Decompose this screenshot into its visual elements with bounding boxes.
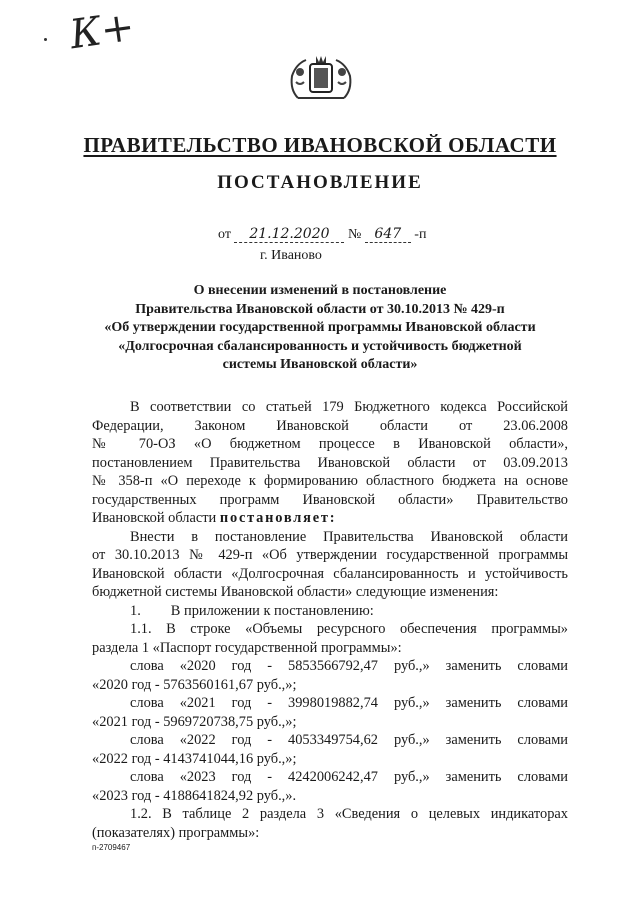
replacement-line: слова «2023 год - 4242006242,47 руб.,» заменить словами — [130, 769, 568, 785]
item-1-1: 1.1. В строке «Объемы ресурсного обеспечения программы» — [130, 621, 568, 637]
document-type: ПОСТАНОВЛЕНИЕ — [217, 172, 423, 193]
body-line: № 358-п «О переходе к формированию областного бюджета на основе — [92, 473, 568, 489]
footer-code: п-2709467 — [92, 843, 131, 852]
date-prefix: от — [218, 227, 231, 242]
number-suffix: -п — [414, 227, 427, 242]
stray-dot — [44, 38, 47, 41]
body-line: постановлением Правительства Ивановской области от 03.09.2013 — [92, 454, 568, 471]
body-text: Ивановской области — [92, 510, 217, 526]
replacement-line: слова «2021 год - 3998019882,74 руб.,» заменить словами — [130, 695, 568, 711]
document-subject — [80, 282, 560, 375]
replacement-line: «2021 год - 5969720738,75 руб.,»; — [92, 713, 297, 730]
document-body — [92, 398, 568, 842]
coat-of-arms-emblem — [288, 52, 354, 102]
number-prefix: № — [347, 227, 362, 242]
date-number-line — [218, 226, 426, 243]
item-text: В приложении к постановлению: — [170, 602, 374, 619]
body-line: бюджетной системы Ивановской области» следующие изменения: — [92, 584, 499, 600]
resolve-word: постановляет: — [219, 510, 337, 526]
replacement-line: «2022 год - 4143741044,16 руб.,»; — [92, 750, 297, 767]
government-title: ПРАВИТЕЛЬСТВО ИВАНОВСКОЙ ОБЛАСТИ — [83, 133, 557, 157]
handwritten-mark: К+ — [67, 3, 138, 59]
body-line: раздела 1 «Паспорт государственной программы»: — [92, 639, 402, 656]
subject-line: Правительства Ивановской области от 30.10.2013 № 429-п — [135, 301, 505, 317]
body-line: Внести в постановление Правительства Ивановской области — [130, 528, 568, 545]
number-value: 647 — [365, 226, 411, 243]
subject-line: системы Ивановской области» — [222, 357, 418, 373]
date-value: 21.12.2020 — [234, 226, 344, 243]
replacement-line: «2020 год - 5763560161,67 руб.,»; — [92, 676, 297, 693]
subject-line: «Долгосрочная сбалансированность и устойчивость бюджетной — [118, 338, 522, 354]
body-line: В соответствии со статьей 179 Бюджетного кодекса Российской — [130, 399, 568, 415]
body-line: (показателях) программы»: — [92, 824, 260, 841]
item-1 — [92, 602, 568, 621]
body-line — [92, 509, 568, 528]
body-line: государственных программ Ивановской области» Правительство — [92, 491, 568, 508]
body-line: Ивановской области «Долгосрочная сбалансированность и устойчивость — [92, 565, 568, 582]
subject-line: О внесении изменений в постановление — [193, 283, 447, 298]
item-number: 1. — [130, 602, 141, 619]
item-1-2: 1.2. В таблице 2 раздела 3 «Сведения о целевых индикаторах — [130, 806, 568, 822]
body-line: от 30.10.2013 № 429-п «Об утверждении государственной программы — [92, 547, 568, 563]
replacement-line: слова «2022 год - 4053349754,62 руб.,» заменить словами — [130, 732, 568, 748]
replacement-line: слова «2020 год - 5853566792,47 руб.,» заменить словами — [130, 658, 568, 674]
body-line: № 70-ОЗ «О бюджетном процессе в Ивановской области», — [92, 436, 568, 452]
body-line: Федерации, Законом Ивановской области от 23.06.2008 — [92, 417, 568, 434]
subject-line: «Об утверждении государственной программы Ивановской области — [104, 320, 536, 336]
replacement-line: «2023 год - 4188641824,92 руб.,». — [92, 787, 297, 804]
city: г. Иваново — [260, 248, 322, 263]
